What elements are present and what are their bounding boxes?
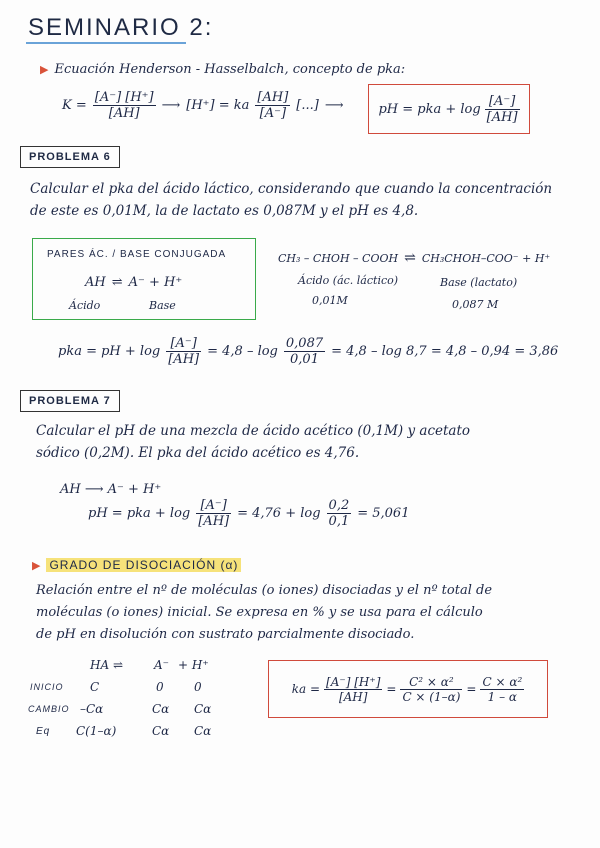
grado-text — [36, 580, 492, 646]
ice-cell: Cα — [152, 702, 170, 716]
calc6-mid: = 4,8 – log — [207, 344, 278, 359]
ka-num3: C × α² — [482, 674, 523, 689]
base-conc: 0,087 M — [452, 298, 499, 311]
problem-6-text — [30, 178, 552, 222]
grado-label: GRADO DE DISOCIACIÓN (α) — [46, 558, 241, 572]
problem-7-calc — [88, 498, 409, 529]
calc7-fraction-2 — [327, 498, 352, 529]
k-num: [A⁻] [H⁺] — [94, 90, 154, 105]
calc7-fraction-1 — [196, 498, 231, 529]
calc6-den2: 0,01 — [290, 352, 319, 367]
calc7-num1: [A⁻] — [196, 498, 231, 514]
grado-line-3: de pH en disolución con sustrato parcialmente disociado. — [36, 627, 415, 642]
title-underline — [26, 42, 186, 44]
ka-lhs: ka = — [291, 682, 321, 696]
ellipsis: [...] — [296, 98, 319, 113]
hh-label: Ecuación Henderson - Hasselbalch, concepto de pka: — [54, 62, 406, 77]
calc7-num2: 0,2 — [328, 498, 350, 513]
ka-alpha-box — [268, 660, 548, 718]
k-fraction — [93, 90, 156, 121]
lactic-reaction — [278, 250, 550, 266]
ice-cell: Cα — [152, 724, 170, 738]
hh-heading — [40, 62, 405, 77]
equals-sign: = — [466, 682, 477, 696]
problem-7-label: PROBLEMA 7 — [20, 390, 120, 412]
ice-row-label: CAMBIO — [28, 704, 70, 714]
calc6-num1: [A⁻] — [166, 336, 201, 352]
problem-6-line-1: Calcular el pka del ácido láctico, considerando que cuando la concentración — [30, 181, 553, 197]
grado-heading — [32, 558, 241, 572]
ice-cell: 0 — [194, 680, 202, 694]
grado-line-1: Relación entre el nº de moléculas (o iones) disociadas y el nº total de — [36, 583, 493, 598]
h-den: [A⁻] — [259, 106, 287, 121]
h-num: [AH] — [257, 90, 289, 105]
ice-cell: Cα — [194, 702, 212, 716]
triangle-bullet-icon: ▶ — [32, 558, 41, 572]
base-label: Base (lactato) — [440, 276, 518, 289]
equals-sign: = — [386, 682, 397, 696]
arrow-right-icon: ⟶ — [161, 98, 181, 113]
problem-7-line-2: sódico (0,2M). El pka del ácido acético es 4,76. — [36, 445, 360, 461]
ka-den1: [AH] — [338, 689, 368, 704]
equilibrium-arrow-icon: ⇌ — [404, 250, 416, 266]
problem-6-line-2: de este es 0,01M, la de lactato es 0,087M y el pH es 4,8. — [30, 203, 419, 219]
h-fraction — [255, 90, 290, 121]
acid-label: Ácido (ác. láctico) — [298, 274, 399, 287]
ph-den: [AH] — [486, 109, 518, 125]
pairs-base: A⁻ + H⁺ — [128, 275, 183, 290]
conjugate-pairs-box — [32, 238, 256, 320]
pairs-equation — [85, 275, 182, 290]
problem-7-line-1: Calcular el pH de una mezcla de ácido acético (0,1M) y acetato — [36, 423, 471, 439]
ice-cell: C — [90, 680, 100, 694]
ice-cell: Cα — [194, 724, 212, 738]
k-den: [AH] — [108, 106, 140, 121]
calc6-lhs: pka = pH + log — [58, 344, 161, 359]
calc7-mid: = 4,76 + log — [237, 506, 321, 521]
hh-result-box — [368, 84, 530, 134]
ka-num1: [A⁻] [H⁺] — [326, 674, 381, 689]
calc6-num2: 0,087 — [285, 336, 324, 351]
calc6-fraction-2 — [284, 336, 325, 367]
pairs-base-label: Base — [149, 299, 176, 312]
pairs-title: PARES ÁC. / BASE CONJUGADA — [47, 249, 227, 260]
hh-equation — [62, 90, 343, 121]
ph-lhs: pH = pka + log — [378, 101, 481, 117]
calc7-den2: 0,1 — [328, 514, 350, 529]
pairs-acid: AH — [85, 275, 106, 290]
problem-6-calc — [58, 336, 558, 367]
ka-fraction-2 — [400, 675, 462, 704]
calc7-rhs: = 5,061 — [357, 506, 410, 521]
ph-num: [A⁻] — [485, 94, 520, 110]
ice-cell: 0 — [156, 680, 164, 694]
acid-conc: 0,01M — [312, 294, 348, 307]
acetic-reaction: AH ⟶ A⁻ + H⁺ — [60, 482, 162, 497]
problem-6-label: PROBLEMA 6 — [20, 146, 120, 168]
ice-header-ha: HA ⇌ — [90, 658, 123, 672]
calc6-rhs: = 4,8 – log 8,7 = 4,8 – 0,94 = 3,86 — [331, 344, 559, 359]
calc7-den1: [AH] — [198, 514, 230, 529]
k-lhs: K = — [62, 98, 87, 113]
h-lhs: [H⁺] = ka — [186, 98, 250, 113]
ka-den2: C × (1–α) — [402, 689, 461, 704]
lactate-formula: CH₃CHOH–COO⁻ + H⁺ — [421, 251, 551, 265]
equilibrium-arrow-icon: ⇌ — [111, 275, 123, 290]
ice-row-label: INICIO — [30, 682, 64, 692]
triangle-bullet-icon: ▶ — [40, 63, 49, 76]
problem-7-text — [36, 420, 470, 464]
ice-cell: C(1–α) — [76, 724, 117, 738]
ice-header-a: A⁻ — [154, 658, 169, 672]
ice-header-h: + H⁺ — [178, 658, 209, 672]
calc6-den1: [AH] — [168, 352, 200, 367]
pairs-acid-label: Ácido — [69, 299, 101, 312]
lactic-acid-formula: CH₃ – CHOH – COOH — [278, 251, 399, 265]
calc6-fraction-1 — [166, 336, 201, 367]
ka-fraction-3 — [480, 675, 524, 704]
ka-num2: C² × α² — [400, 675, 462, 690]
ph-fraction — [485, 94, 520, 125]
calc7-lhs: pH = pka + log — [88, 506, 191, 521]
ice-cell: –Cα — [80, 702, 104, 716]
ice-row-label: Eq — [36, 726, 51, 737]
page-title: SEMINARIO 2: — [28, 14, 214, 41]
ice-table — [28, 656, 238, 746]
arrow-right-icon: ⟶ — [324, 98, 344, 113]
grado-line-2: moléculas (o iones) inicial. Se expresa en % y se usa para el cálculo — [36, 605, 483, 620]
ka-fraction-1 — [324, 675, 382, 704]
ka-den3: 1 – α — [487, 689, 518, 704]
